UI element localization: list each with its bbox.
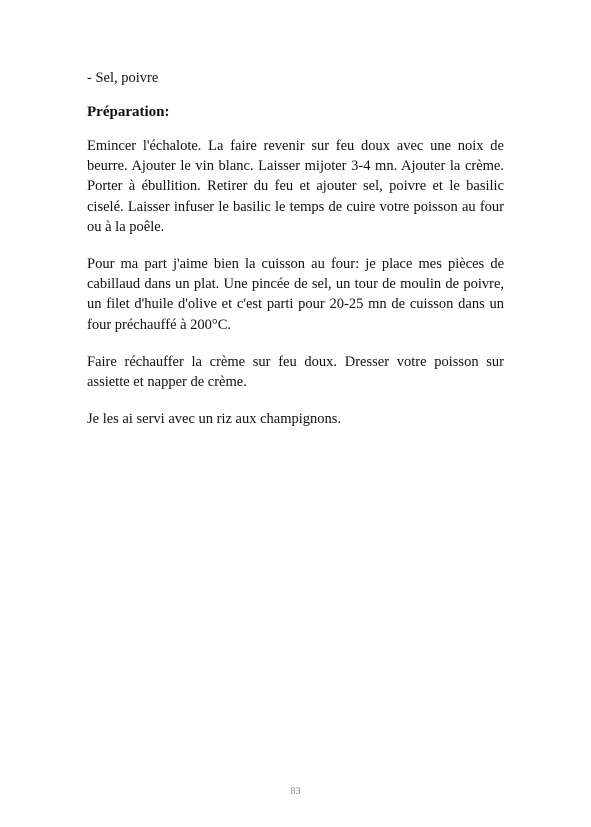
ingredient-item: - Sel, poivre (87, 70, 159, 86)
page-number: 83 (290, 786, 301, 797)
paragraph-accompaniment: Je les ai servi avec un riz aux champignons. (87, 411, 342, 428)
paragraph-steps: Emincer l'échalote. La faire revenir sur feu doux avec une noix de beurre. Ajouter le vin blanc. Laisser mijoter 3-4 mn. Ajouter la crème. Porter à ébullition. Retirer du feu et ajouter sel, poivre et le basilic ciselé. Laisser infuser le basilic le temps de cuire votre poisson au four ou à la poêle. (87, 138, 504, 235)
section-heading-preparation: Préparation: (87, 104, 170, 120)
paragraph-cooking: Pour ma part j'aime bien la cuisson au four: je place mes pièces de cabillaud dans un plat. Une pincée de sel, un tour de moulin de poivre, un filet d'huile d'olive et c'est parti pour 20-25 mn de cuisson dans un four préchauffé à 200°C. (87, 256, 504, 333)
document-body (87, 68, 504, 446)
paragraph-serving: Faire réchauffer la crème sur feu doux. Dresser votre poisson sur assiette et napper de crème. (87, 353, 504, 391)
